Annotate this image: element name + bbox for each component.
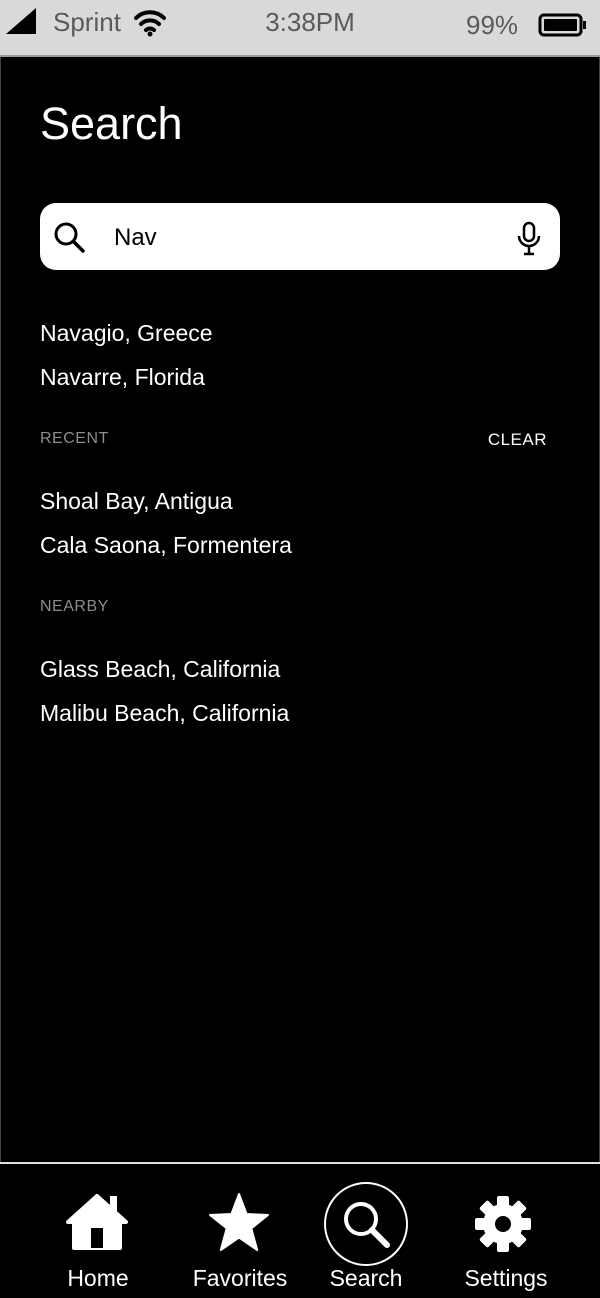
suggestion-item[interactable]: Navarre, Florida (40, 364, 205, 390)
tab-label: Settings (464, 1265, 548, 1291)
search-input[interactable] (112, 218, 496, 258)
tab-favorites[interactable] (188, 1164, 292, 1298)
recent-section-label: RECENT (40, 430, 109, 447)
search-icon (53, 221, 87, 255)
nearby-item[interactable]: Glass Beach, California (40, 656, 281, 682)
tab-search[interactable] (322, 1164, 410, 1298)
recent-item[interactable]: Shoal Bay, Antigua (40, 488, 233, 514)
tab-label: Home (67, 1265, 129, 1291)
page-title: Search (40, 98, 183, 149)
battery-icon (538, 12, 588, 38)
suggestion-item[interactable]: Navagio, Greece (40, 320, 213, 346)
tab-settings[interactable] (456, 1164, 556, 1298)
carrier-name: Sprint (53, 7, 121, 37)
frame-left-edge (0, 57, 1, 1163)
recent-item[interactable]: Cala Saona, Formentera (40, 532, 292, 558)
home-icon (62, 1190, 132, 1252)
tab-label: Favorites (192, 1265, 288, 1291)
star-icon (206, 1192, 272, 1254)
microphone-icon[interactable] (516, 221, 542, 257)
clock-time: 3:38PM (265, 7, 355, 37)
tab-home[interactable] (52, 1164, 144, 1298)
nearby-item[interactable]: Malibu Beach, California (40, 700, 290, 726)
nearby-section-label: NEARBY (40, 598, 109, 615)
tab-label: Search (329, 1265, 403, 1291)
status-bar (0, 0, 600, 57)
clear-recent-button[interactable]: CLEAR (487, 430, 547, 449)
tab-bar (0, 1162, 600, 1298)
search-icon (339, 1197, 393, 1251)
gear-icon (472, 1193, 534, 1255)
battery-percent: 99% (466, 10, 519, 40)
search-bar[interactable] (40, 203, 560, 270)
